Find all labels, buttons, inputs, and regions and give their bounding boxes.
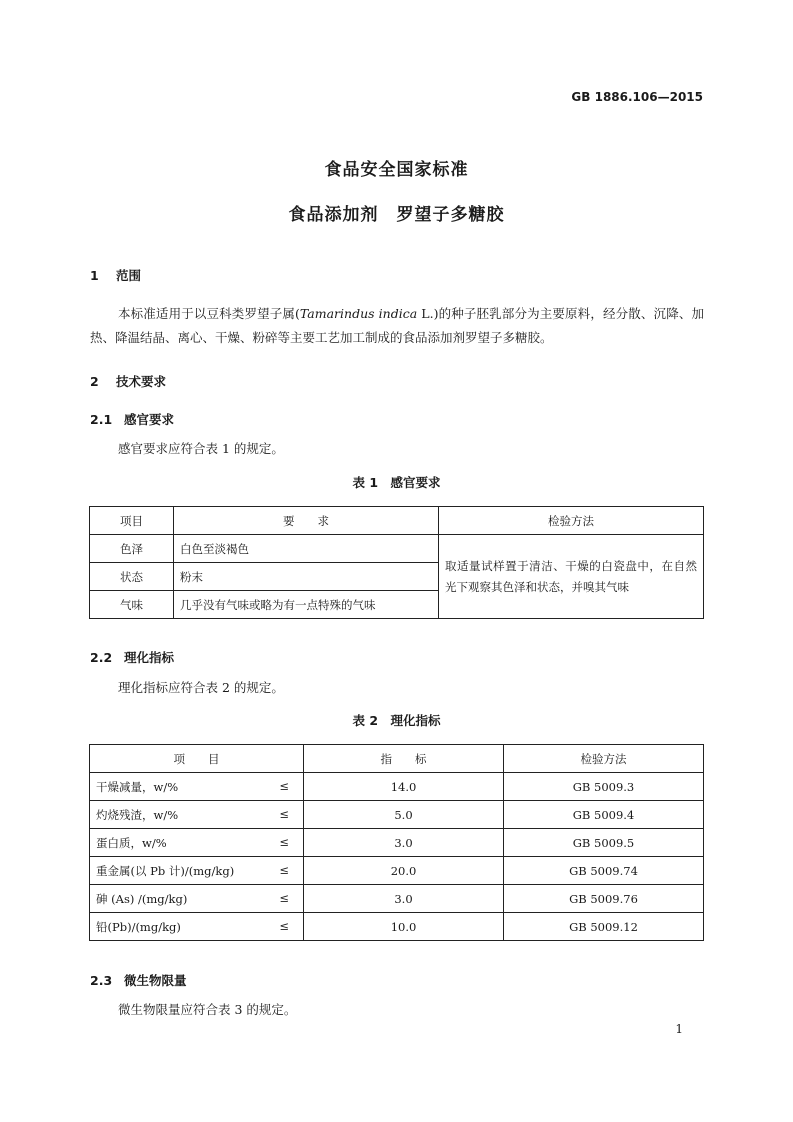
table-cell-method: GB 5009.12 xyxy=(504,913,704,941)
table-cell-item xyxy=(90,773,304,801)
table-cell-value: 14.0 xyxy=(304,773,504,801)
table-header-cell: 检验方法 xyxy=(504,745,704,773)
section-heading-2 xyxy=(90,372,166,390)
table-row xyxy=(90,773,704,801)
table-header-cell: 项 目 xyxy=(90,745,304,773)
section-heading-1 xyxy=(90,266,141,284)
table-header-cell: 项目 xyxy=(90,507,174,535)
table-header-cell: 指 标 xyxy=(304,745,504,773)
table-cell-value: 20.0 xyxy=(304,857,504,885)
item-name: 重金属(以 Pb 计)/(mg/kg) xyxy=(96,863,235,878)
table-cell-value: 3.0 xyxy=(304,885,504,913)
table-2-caption: 表 2 理化指标 xyxy=(352,713,441,728)
item-name: 蛋白质，w/% xyxy=(96,835,167,850)
section-number: 1 xyxy=(90,268,99,283)
table-row xyxy=(90,535,704,563)
table-cell-requirement: 粉末 xyxy=(174,563,439,591)
table-cell-item: 气味 xyxy=(90,591,174,619)
table-cell-item xyxy=(90,885,304,913)
table-header-row xyxy=(90,507,704,535)
section-2-2-paragraph: 理化指标应符合表 2 的规定。 xyxy=(118,680,284,695)
section-number: 2.1 xyxy=(90,412,113,427)
table-row xyxy=(90,829,704,857)
table-cell-value: 3.0 xyxy=(304,829,504,857)
item-name: 砷 (As) /(mg/kg) xyxy=(96,891,188,906)
table-cell-item xyxy=(90,913,304,941)
document-subtitle: 食品添加剂 罗望子多糖胶 xyxy=(288,205,505,225)
section-1-paragraph xyxy=(90,302,704,350)
section-title: 感官要求 xyxy=(124,412,175,427)
table-cell-method: GB 5009.4 xyxy=(504,801,704,829)
operator: ≤ xyxy=(279,806,289,821)
table-cell-method: GB 5009.3 xyxy=(504,773,704,801)
operator: ≤ xyxy=(279,778,289,793)
item-name: 干燥减量，w/% xyxy=(96,779,179,794)
operator: ≤ xyxy=(279,890,289,905)
item-name: 灼烧残渣，w/% xyxy=(96,807,179,822)
table-header-cell: 检验方法 xyxy=(439,507,704,535)
table-cell-item: 状态 xyxy=(90,563,174,591)
table-cell-item xyxy=(90,801,304,829)
item-name: 铅(Pb)/(mg/kg) xyxy=(96,919,181,934)
table-cell-item: 色泽 xyxy=(90,535,174,563)
section-title: 微生物限量 xyxy=(124,973,187,988)
section-2-1-paragraph: 感官要求应符合表 1 的规定。 xyxy=(118,441,284,456)
table-1-sensory xyxy=(89,506,704,619)
table-row xyxy=(90,885,704,913)
table-row xyxy=(90,801,704,829)
section-2-3-paragraph: 微生物限量应符合表 3 的规定。 xyxy=(118,1002,297,1017)
section-heading-2-1 xyxy=(90,410,174,428)
table-cell-requirement: 几乎没有气味或略为有一点特殊的气味 xyxy=(174,591,439,619)
table-row xyxy=(90,857,704,885)
scope-text: 本标准适用于以豆科类罗望子属( xyxy=(118,306,300,321)
section-heading-2-3 xyxy=(90,971,187,989)
section-number: 2 xyxy=(90,374,99,389)
page-number: 1 xyxy=(675,1022,683,1036)
table-cell-value: 5.0 xyxy=(304,801,504,829)
table-cell-requirement: 白色至淡褐色 xyxy=(174,535,439,563)
table-cell-item xyxy=(90,829,304,857)
operator: ≤ xyxy=(279,834,289,849)
section-heading-2-2 xyxy=(90,648,174,666)
table-row xyxy=(90,913,704,941)
section-title: 范围 xyxy=(116,268,142,283)
table-cell-method: GB 5009.5 xyxy=(504,829,704,857)
section-number: 2.2 xyxy=(90,650,113,665)
section-title: 技术要求 xyxy=(116,374,167,389)
scope-latin-name: Tamarindus indica xyxy=(299,306,418,321)
operator: ≤ xyxy=(279,918,289,933)
scope-text-tail: L.)的种子胚乳部分为主要原料，经分散、沉降、加热、降温结晶、离心、干燥、粉碎等主要工艺加工制成的食品添加剂罗望子多糖胶。 xyxy=(90,306,704,345)
operator: ≤ xyxy=(279,862,289,877)
table-cell-method: GB 5009.74 xyxy=(504,857,704,885)
section-title: 理化指标 xyxy=(124,650,175,665)
section-number: 2.3 xyxy=(90,973,113,988)
table-2-physicochemical xyxy=(89,744,704,941)
table-1-caption: 表 1 感官要求 xyxy=(352,475,441,490)
table-cell-method: GB 5009.76 xyxy=(504,885,704,913)
table-cell-method: 取适量试样置于清洁、干燥的白瓷盘中，在自然光下观察其色泽和状态，并嗅其气味 xyxy=(439,535,704,619)
table-cell-value: 10.0 xyxy=(304,913,504,941)
table-header-row xyxy=(90,745,704,773)
table-header-cell: 要 求 xyxy=(174,507,439,535)
table-cell-item xyxy=(90,857,304,885)
document-title: 食品安全国家标准 xyxy=(324,160,469,180)
standard-number: GB 1886.106—2015 xyxy=(571,90,703,104)
